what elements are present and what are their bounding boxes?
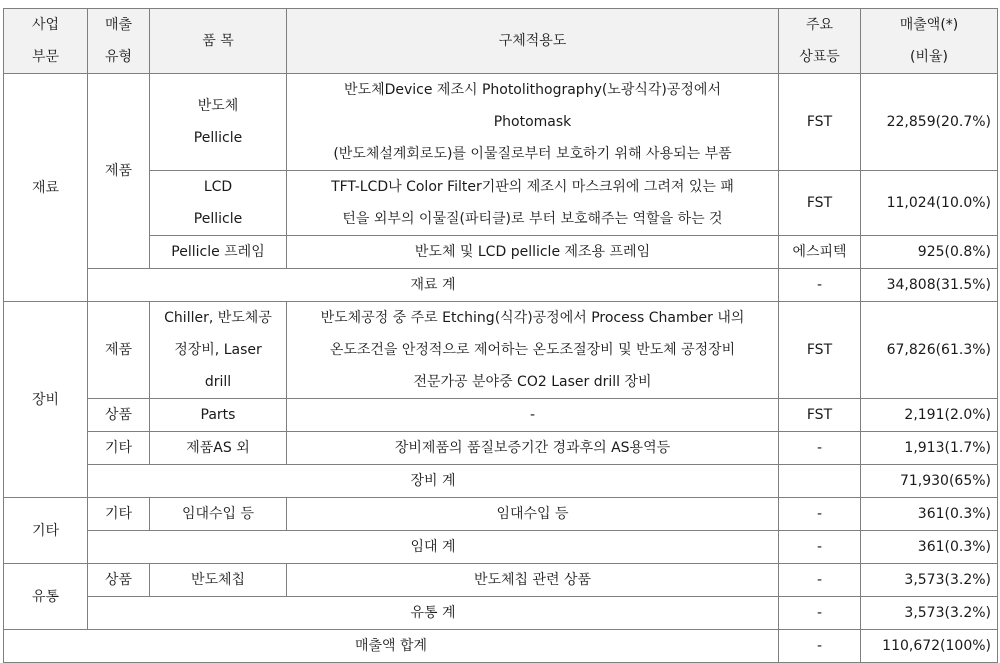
- item-cell: 반도체칩: [150, 564, 287, 597]
- amount-cell: 3,573(3.2%): [861, 564, 998, 597]
- table-row: [4, 498, 998, 531]
- item-cell: Pellicle 프레임: [150, 236, 287, 269]
- brand-cell: FST: [779, 171, 861, 236]
- amount-cell: 34,808(31.5%): [861, 269, 998, 302]
- table-row: [4, 236, 998, 269]
- brand-cell: FST: [779, 302, 861, 399]
- subtotal-row: [4, 465, 998, 498]
- sales-type-cell: 상품: [88, 564, 150, 597]
- amount-cell: 3,573(3.2%): [861, 597, 998, 630]
- usage-cell: 반도체Device 제조시 Photolithography(노광식각)공정에서 Photomask (반도체설계회로도)를 이물질로부터 보호하기 위해 사용되는 부품: [287, 74, 779, 171]
- grand-total-label: 매출액 합계: [4, 630, 779, 663]
- amount-cell: 361(0.3%): [861, 531, 998, 564]
- table-row: [4, 302, 998, 399]
- subtotal-label: 재료 계: [88, 269, 779, 302]
- division-cell: 재료: [4, 74, 88, 302]
- amount-cell: 2,191(2.0%): [861, 399, 998, 432]
- subtotal-row: [4, 597, 998, 630]
- sales-type-cell: 상품: [88, 399, 150, 432]
- item-cell: Chiller, 반도체공 정장비, Laser drill: [150, 302, 287, 399]
- amount-cell: 67,826(61.3%): [861, 302, 998, 399]
- brand-cell: -: [779, 531, 861, 564]
- header-sales-type: 매출 유형: [88, 9, 150, 74]
- table-row: [4, 564, 998, 597]
- amount-cell: 1,913(1.7%): [861, 432, 998, 465]
- brand-cell: 에스피텍: [779, 236, 861, 269]
- brand-cell: -: [779, 498, 861, 531]
- subtotal-label: 임대 계: [88, 531, 779, 564]
- brand-cell: -: [779, 432, 861, 465]
- item-cell: 임대수입 등: [150, 498, 287, 531]
- subtotal-row: [4, 531, 998, 564]
- sales-type-cell: 제품: [88, 74, 150, 269]
- grand-total-amount: 110,672(100%): [861, 630, 998, 663]
- brand-cell: FST: [779, 74, 861, 171]
- brand-cell: [779, 465, 861, 498]
- brand-cell: -: [779, 630, 861, 663]
- item-cell: 제품AS 외: [150, 432, 287, 465]
- division-cell: 장비: [4, 302, 88, 498]
- amount-cell: 11,024(10.0%): [861, 171, 998, 236]
- header-amount: 매출액(*) (비율): [861, 9, 998, 74]
- brand-cell: -: [779, 269, 861, 302]
- table-row: [4, 74, 998, 171]
- usage-cell: 임대수입 등: [287, 498, 779, 531]
- usage-cell: 장비제품의 품질보증기간 경과후의 AS용역등: [287, 432, 779, 465]
- subtotal-label: 장비 계: [88, 465, 779, 498]
- sales-type-cell: 기타: [88, 498, 150, 531]
- division-cell: 기타: [4, 498, 88, 564]
- sales-type-cell: 기타: [88, 432, 150, 465]
- usage-cell: 반도체 및 LCD pellicle 제조용 프레임: [287, 236, 779, 269]
- subtotal-label: 유통 계: [88, 597, 779, 630]
- usage-cell: 반도체칩 관련 상품: [287, 564, 779, 597]
- header-item: 품 목: [150, 9, 287, 74]
- header-usage: 구체적용도: [287, 9, 779, 74]
- sales-type-cell: 제품: [88, 302, 150, 399]
- usage-cell: 반도체공정 중 주로 Etching(식각)공정에서 Process Chamber 내의 온도조건을 안정적으로 제어하는 온도조절장비 및 반도체 공정장비 전문가공 분야중 CO2 Laser drill 장비: [287, 302, 779, 399]
- brand-cell: -: [779, 564, 861, 597]
- amount-cell: 71,930(65%): [861, 465, 998, 498]
- header-row: [4, 9, 998, 74]
- grand-total-row: [4, 630, 998, 663]
- header-brand: 주요 상표등: [779, 9, 861, 74]
- amount-cell: 361(0.3%): [861, 498, 998, 531]
- amount-cell: 925(0.8%): [861, 236, 998, 269]
- item-cell: 반도체 Pellicle: [150, 74, 287, 171]
- subtotal-row: [4, 269, 998, 302]
- item-cell: LCD Pellicle: [150, 171, 287, 236]
- table-row: [4, 399, 998, 432]
- item-cell: Parts: [150, 399, 287, 432]
- usage-cell: -: [287, 399, 779, 432]
- division-cell: 유통: [4, 564, 88, 630]
- brand-cell: -: [779, 597, 861, 630]
- amount-cell: 22,859(20.7%): [861, 74, 998, 171]
- table-row: [4, 432, 998, 465]
- brand-cell: FST: [779, 399, 861, 432]
- usage-cell: TFT-LCD나 Color Filter기판의 제조시 마스크위에 그려져 있는 패 턴을 외부의 이물질(파티클)로 부터 보호해주는 역할을 하는 것: [287, 171, 779, 236]
- header-division: 사업 부문: [4, 9, 88, 74]
- sales-table: [3, 8, 998, 663]
- table-row: [4, 171, 998, 236]
